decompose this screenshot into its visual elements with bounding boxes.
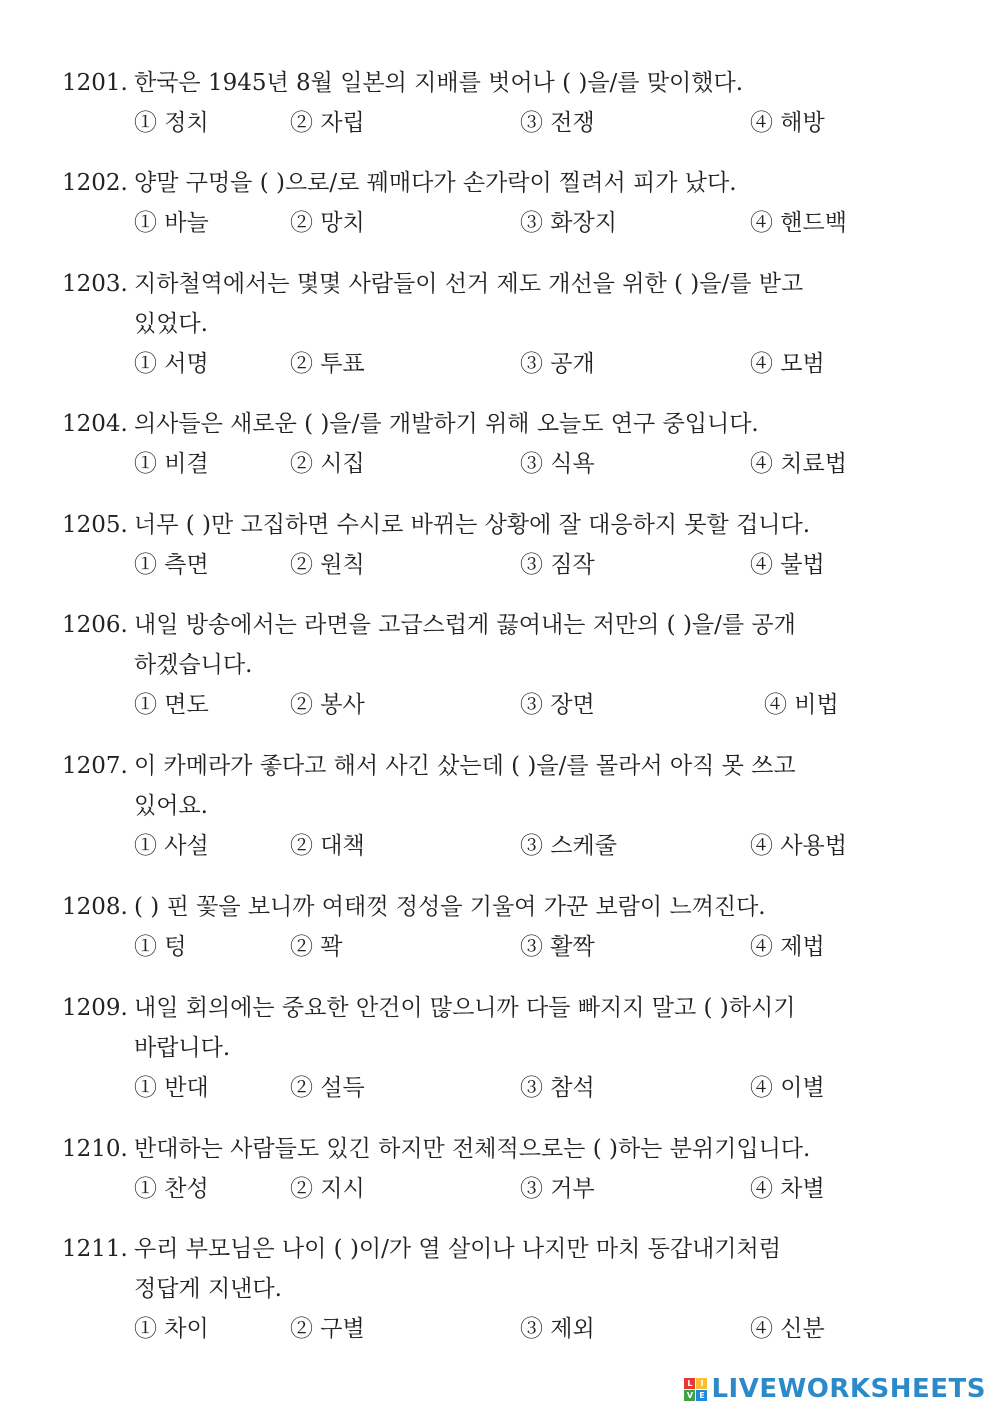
logo-letter: L xyxy=(684,1378,695,1389)
option-1[interactable]: ① 찬성 xyxy=(134,1176,209,1202)
option-1[interactable]: ① 반대 xyxy=(134,1075,209,1101)
question-number: 1208. xyxy=(62,894,128,920)
question-number: 1203. xyxy=(62,271,128,297)
question-text: 우리 부모님은 나이 ( )이/가 열 살이나 나지만 마치 동갑내기처럼 xyxy=(134,1236,781,1262)
option-row xyxy=(134,444,952,484)
option-row xyxy=(134,1309,952,1349)
option-2[interactable]: ② 꽉 xyxy=(290,934,343,960)
option-3[interactable]: ③ 거부 xyxy=(520,1176,595,1202)
option-4[interactable]: ④ 해방 xyxy=(750,110,825,136)
option-row xyxy=(134,103,952,143)
question-number: 1204. xyxy=(62,411,128,437)
option-3[interactable]: ③ 전쟁 xyxy=(520,110,595,136)
option-1[interactable]: ① 정치 xyxy=(134,110,209,136)
option-3[interactable]: ③ 식욕 xyxy=(520,451,595,477)
option-4[interactable]: ④ 모범 xyxy=(750,351,825,377)
question-text: ( ) 핀 꽃을 보니까 여태껏 정성을 기울여 가꾼 보람이 느껴진다. xyxy=(134,894,766,920)
option-4[interactable]: ④ 차별 xyxy=(750,1176,825,1202)
option-1[interactable]: ① 서명 xyxy=(134,351,209,377)
logo-letter: E xyxy=(696,1390,707,1401)
option-4[interactable]: ④ 이별 xyxy=(750,1075,825,1101)
question-1209 xyxy=(62,988,952,1108)
option-2[interactable]: ② 대책 xyxy=(290,833,365,859)
option-3[interactable]: ③ 스케줄 xyxy=(520,833,617,859)
question-1207 xyxy=(62,746,952,866)
option-2[interactable]: ② 봉사 xyxy=(290,692,365,718)
option-4[interactable]: ④ 핸드백 xyxy=(750,210,847,236)
option-2[interactable]: ② 구별 xyxy=(290,1316,365,1342)
option-row xyxy=(134,203,952,243)
question-text: 내일 회의에는 중요한 안건이 많으니까 다들 빠지지 말고 ( )하시기 xyxy=(134,995,796,1021)
option-1[interactable]: ① 사설 xyxy=(134,833,209,859)
question-1208 xyxy=(62,887,952,967)
option-3[interactable]: ③ 공개 xyxy=(520,351,595,377)
question-text-continued: 하겠습니다. xyxy=(134,652,253,678)
brand-name: LIVEWORKSHEETS xyxy=(711,1374,986,1404)
live-logo-icon xyxy=(684,1378,707,1401)
option-3[interactable]: ③ 화장지 xyxy=(520,210,617,236)
question-text-continued: 있었다. xyxy=(134,311,208,337)
option-2[interactable]: ② 시집 xyxy=(290,451,365,477)
question-1203 xyxy=(62,264,952,384)
logo-letter: V xyxy=(684,1390,695,1401)
option-3[interactable]: ③ 활짝 xyxy=(520,934,595,960)
logo-letter: I xyxy=(696,1378,707,1389)
option-1[interactable]: ① 면도 xyxy=(134,692,209,718)
question-text: 내일 방송에서는 라면을 고급스럽게 끓여내는 저만의 ( )을/를 공개 xyxy=(134,612,796,638)
option-1[interactable]: ① 바늘 xyxy=(134,210,209,236)
question-number: 1202. xyxy=(62,170,128,196)
liveworksheets-logo[interactable] xyxy=(684,1374,986,1404)
question-number: 1205. xyxy=(62,512,128,538)
question-1204 xyxy=(62,404,952,484)
option-4[interactable]: ④ 제법 xyxy=(750,934,825,960)
option-2[interactable]: ② 원칙 xyxy=(290,552,365,578)
option-4[interactable]: ④ 신분 xyxy=(750,1316,825,1342)
option-1[interactable]: ① 텅 xyxy=(134,934,187,960)
question-number: 1210. xyxy=(62,1136,128,1162)
question-number: 1207. xyxy=(62,753,128,779)
option-2[interactable]: ② 투표 xyxy=(290,351,365,377)
question-1202 xyxy=(62,163,952,243)
question-1201 xyxy=(62,63,952,143)
option-row xyxy=(134,927,952,967)
option-row xyxy=(134,685,952,725)
option-1[interactable]: ① 차이 xyxy=(134,1316,209,1342)
option-4[interactable]: ④ 사용법 xyxy=(750,833,847,859)
option-3[interactable]: ③ 참석 xyxy=(520,1075,595,1101)
option-3[interactable]: ③ 제외 xyxy=(520,1316,595,1342)
question-text: 이 카메라가 좋다고 해서 사긴 샀는데 ( )을/를 몰라서 아직 못 쓰고 xyxy=(134,753,796,779)
option-4[interactable]: ④ 비법 xyxy=(764,692,839,718)
question-text-continued: 정답게 지낸다. xyxy=(134,1276,282,1302)
option-4[interactable]: ④ 불법 xyxy=(750,552,825,578)
option-3[interactable]: ③ 짐작 xyxy=(520,552,595,578)
question-number: 1206. xyxy=(62,612,128,638)
option-4[interactable]: ④ 치료법 xyxy=(750,451,847,477)
option-1[interactable]: ① 비결 xyxy=(134,451,209,477)
option-1[interactable]: ① 측면 xyxy=(134,552,209,578)
question-text: 지하철역에서는 몇몇 사람들이 선거 제도 개선을 위한 ( )을/를 받고 xyxy=(134,271,804,297)
question-text: 반대하는 사람들도 있긴 하지만 전체적으로는 ( )하는 분위기입니다. xyxy=(134,1136,811,1162)
option-2[interactable]: ② 자립 xyxy=(290,110,365,136)
option-3[interactable]: ③ 장면 xyxy=(520,692,595,718)
question-text: 너무 ( )만 고집하면 수시로 바뀌는 상황에 잘 대응하지 못할 겁니다. xyxy=(134,512,811,538)
question-text: 의사들은 새로운 ( )을/를 개발하기 위해 오늘도 연구 중입니다. xyxy=(134,411,759,437)
question-1206 xyxy=(62,605,952,725)
option-row xyxy=(134,826,952,866)
option-2[interactable]: ② 망치 xyxy=(290,210,365,236)
option-row xyxy=(134,344,952,384)
question-text-continued: 있어요. xyxy=(134,793,208,819)
question-1210 xyxy=(62,1129,952,1209)
question-number: 1209. xyxy=(62,995,128,1021)
question-text: 한국은 1945년 8월 일본의 지배를 벗어나 ( )을/를 맞이했다. xyxy=(134,70,744,96)
question-text-continued: 바랍니다. xyxy=(134,1035,231,1061)
question-1211 xyxy=(62,1229,952,1349)
option-row xyxy=(134,1068,952,1108)
question-text: 양말 구멍을 ( )으로/로 꿰매다가 손가락이 찔려서 피가 났다. xyxy=(134,170,737,196)
question-number: 1201. xyxy=(62,70,128,96)
option-2[interactable]: ② 설득 xyxy=(290,1075,365,1101)
question-1205 xyxy=(62,505,952,585)
question-number: 1211. xyxy=(62,1236,128,1262)
option-row xyxy=(134,1169,952,1209)
option-row xyxy=(134,545,952,585)
option-2[interactable]: ② 지시 xyxy=(290,1176,365,1202)
